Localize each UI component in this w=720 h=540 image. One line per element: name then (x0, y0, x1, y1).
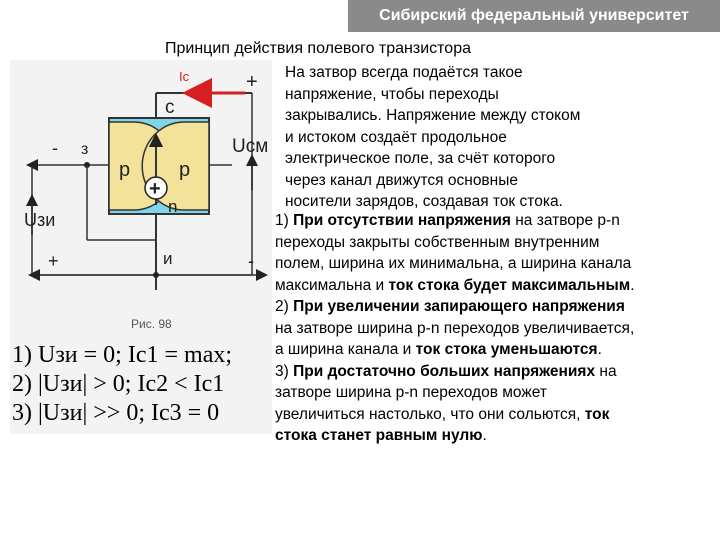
point-2 (275, 296, 635, 361)
ucm-label: Uсм (232, 136, 269, 157)
point-1-end: . (630, 276, 635, 294)
point-3-bold-a: При достаточно больших напряжениях (293, 362, 596, 380)
university-banner: Сибирский федеральный университет (348, 0, 720, 32)
point-1-number: 1) (275, 212, 294, 229)
point-2-number: 2) (275, 298, 294, 315)
minus-left-label: - (52, 138, 58, 158)
point-1-bold-a: При отсутствии напряжения (293, 212, 511, 229)
point-2-end: . (597, 341, 602, 358)
plus-bottom-label: + (48, 251, 59, 271)
slide-title: Принцип действия полевого транзистора (165, 40, 471, 57)
point-3-bold-b: ток стока станет равным нулю (275, 405, 610, 444)
intro-paragraph (285, 62, 630, 213)
minus-bottom-label: - (248, 251, 254, 271)
source-label: и (163, 249, 173, 268)
point-2-text: на затворе ширина p-n переходов увеличивается, а ширина канала и (275, 319, 635, 358)
intro-line: На затвор всегда подаётся такое (285, 64, 523, 81)
uzi-label: Uзи (24, 210, 56, 230)
n-label: n (168, 197, 178, 216)
equation-1: 1) Uзи = 0; Ic1 = max; (12, 342, 233, 368)
gate-label: з (81, 141, 89, 158)
point-3-number: 3) (275, 362, 294, 380)
point-1-text: на затворе p-n переходы закрыты собственным внутренним полем, ширина их минимальна, а ширина канала максимальна и (275, 212, 632, 294)
intro-line: электрическое поле, за счёт которого (285, 150, 556, 167)
point-2-bold-a: При увеличении запирающего напряжения (293, 298, 625, 315)
equation-3: 3) |Uзи| >> 0; Ic3 = 0 (12, 400, 220, 426)
intro-line: и истоком создаёт продольное (285, 128, 507, 146)
point-3-text: на затворе ширина p-n переходов может увеличиться настолько, что они сольются, (275, 362, 617, 423)
carrier-plus-label: + (149, 178, 161, 200)
intro-line: закрывались. Напряжение между стоком (285, 107, 581, 124)
ic-label: Ic (179, 69, 190, 84)
explanation-text (275, 210, 635, 447)
intro-line: носители зарядов, создавая ток стока. (285, 193, 563, 210)
transistor-diagram (10, 60, 272, 340)
plus-top-label: + (246, 71, 258, 93)
point-1 (275, 210, 635, 296)
point-1-bold-b: ток стока будет максимальным (388, 276, 631, 294)
source-node (153, 272, 159, 278)
intro-line: напряжение, чтобы переходы (285, 85, 499, 103)
point-3-end: . (482, 427, 487, 444)
point-3 (275, 361, 635, 447)
equation-2: 2) |Uзи| > 0; Ic2 < Ic1 (12, 371, 225, 397)
intro-line: через канал движутся основные (285, 171, 518, 189)
drain-label: c (165, 97, 175, 118)
figure-caption: Рис. 98 (131, 317, 172, 331)
p-left-label: p (119, 159, 131, 181)
point-2-bold-b: ток стока уменьшаются (415, 341, 598, 358)
p-right-label: p (179, 159, 191, 181)
equations (12, 341, 232, 428)
